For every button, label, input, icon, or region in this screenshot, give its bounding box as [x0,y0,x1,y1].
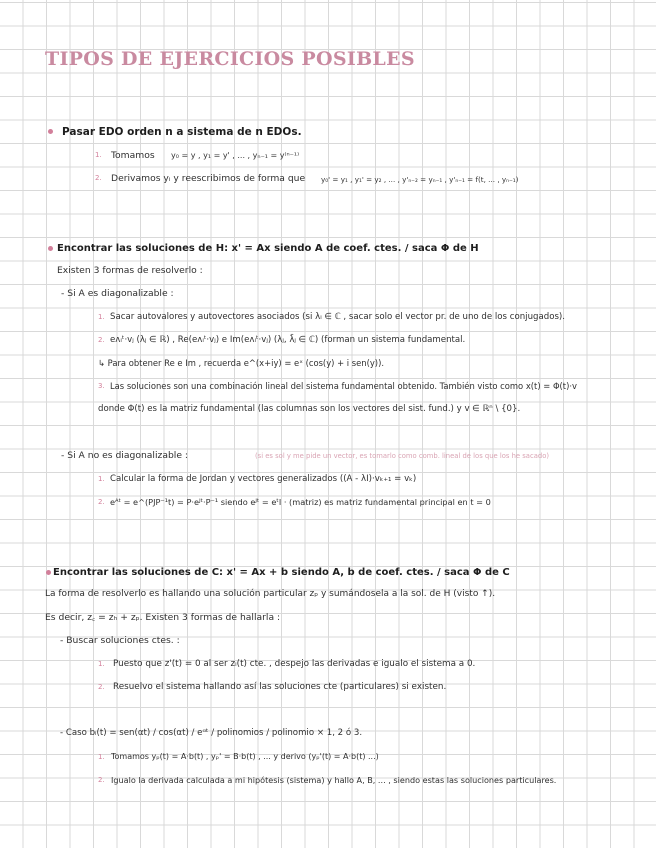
section-2-heading: Encontrar las soluciones de H: x' = Ax siendo A de coef. ctes. / saca Φ de H [57,243,479,254]
item-number: 2. [95,174,102,182]
paragraph-2: Es decir, z꜀ = zₕ + zₚ. Existen 3 formas de hallarla : [45,612,281,623]
item-number: 2. [98,336,105,344]
section-1-heading: Pasar EDO orden n a sistema de n EDOs. [62,126,302,138]
item-text-continued: donde Φ(t) es la matriz fundamental (las columnas son los vectores del sist. fund.) y v ∈ ℝⁿ \ {0}. [98,404,521,414]
section-2-intro: Existen 3 formas de resolverlo : [57,265,203,276]
item-text: eᴬᵗ = e^(PJP⁻¹t) = P·eᴶᵗ·P⁻¹ siendo eᴶᵗ = eᵗI · (matriz) es matriz fundamental principal en t = 0 [110,497,491,507]
item-number: 2. [98,683,105,691]
item-number: 2. [98,498,105,506]
subheading-diagonalizable: - Si A es diagonalizable : [61,288,174,299]
item-number: 3. [98,382,105,390]
item-text: Puesto que z'(t) = 0 al ser zᵢ(t) cte. , despejo las derivadas e igualo el sistema a 0. [113,659,476,669]
paragraph-1: La forma de resolverlo es hallando una solución particular zₚ y sumándosela a la sol. de H (visto ↑). [45,589,496,599]
subheading-case-b: - Caso bᵢ(t) = sen(αt) / cos(αt) / eᵅᵗ / polinomios / polinomio × 1, 2 ó 3. [60,728,363,738]
item-number: 1. [98,313,105,321]
item-text: eᴧᵢᵗ·vⱼ (λⱼ ∈ ℝ) , Re(eᴧᵢᵗ·vⱼ) e Im(eᴧᵢᵗ·vⱼ) (λⱼ, λ̄ⱼ ∈ ℂ) (forman un sistema fundamental. [110,335,466,345]
item-number: 1. [98,660,105,668]
item-number: 1. [98,753,105,761]
item-formula: y₀ = y , y₁ = y' , ... , yₙ₋₁ = y⁽ⁿ⁻¹⁾ [171,151,300,160]
item-text: Las soluciones son una combinación lineal del sistema fundamental obtenido. También visto como x(t) = Φ(t)·v [110,381,577,391]
item-text: Derivamos yᵢ y reescribimos de forma que [111,173,306,184]
pink-side-note: (si es sol y me pide un vector, es tomarlo como comb. lineal de los que los he sacado) [255,452,549,460]
item-text: Igualo la derivada calculada a mi hipótesis (sistema) y hallo A, B, ... , siendo estas las soluciones particulares. [111,775,557,785]
subheading-constant-solutions: - Buscar soluciones ctes. : [60,635,180,646]
item-number: 1. [95,151,102,159]
section-3-heading: Encontrar las soluciones de C: x' = Ax + b siendo A, b de coef. ctes. / saca Φ de C [53,567,510,578]
item-text: Resuelvo el sistema hallando así las soluciones cte (particulares) si existen. [113,682,447,692]
item-number: 1. [98,475,105,483]
item-formula: y₀' = y₁ , y₁' = y₂ , ... , y'ₙ₋₂ = yₙ₋₁ , y'ₙ₋₁ = f(t, ... , yₙ₋₁) [321,175,519,184]
item-text: Tomamos yₚ(t) = A·b(t) , yₚ' = B·b(t) , ... y derivo (yₚ'(t) = A·b(t) ...) [111,752,379,761]
bullet-icon [46,570,51,575]
page-title: TIPOS DE EJERCICIOS POSIBLES [45,48,415,70]
bullet-icon [48,246,53,251]
item-text: Sacar autovalores y autovectores asociados (si λᵢ ∈ ℂ , sacar solo el vector pr. de uno de los conjugados). [110,312,566,322]
item-text: Tomamos [111,150,155,161]
item-number: 2. [98,776,105,784]
bullet-icon [48,129,53,134]
item-text: Calcular la forma de Jordan y vectores generalizados ((A - λI)·vₖ₊₁ = vₖ) [110,474,417,484]
subheading-not-diagonalizable: - Si A no es diagonalizable : [61,450,189,461]
arrow-note: ↳ Para obtener Re e Im , recuerda e^(x+iy) = eˣ (cos(y) + i sen(y)). [98,358,384,368]
